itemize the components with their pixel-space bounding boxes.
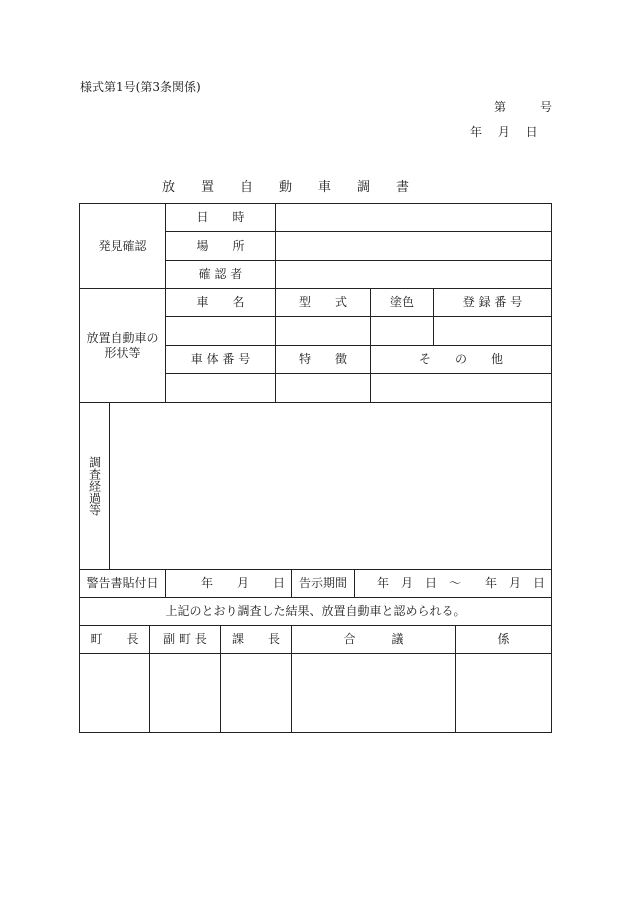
color-label: 塗色 bbox=[389, 295, 414, 309]
deputy-mayor-label: 副 町 長 bbox=[163, 632, 207, 646]
document-title: 放 置 自 動 車 調 書 bbox=[162, 180, 410, 195]
discovery-section-label: 発見確認 bbox=[98, 238, 147, 253]
document-date-line: 年 月 日 bbox=[470, 125, 538, 139]
warning-posted-date: 年 月 日 bbox=[200, 576, 285, 590]
other-label: そ の 他 bbox=[418, 352, 503, 366]
investigation-label: 調査経過等 bbox=[87, 456, 102, 516]
model-label: 型 式 bbox=[298, 295, 347, 309]
doc-no-prefix: 第 bbox=[494, 100, 507, 114]
chassis-number-label: 車 体 番 号 bbox=[190, 352, 251, 366]
council-label: 合 議 bbox=[343, 632, 404, 646]
statement-text: 上記のとおり調査した結果、放置自動車と認められる。 bbox=[165, 604, 466, 618]
features-label: 特 徴 bbox=[298, 352, 347, 366]
car-name-label: 車 名 bbox=[196, 295, 245, 309]
section-chief-label: 課 長 bbox=[231, 632, 280, 646]
notice-period: 年 月 日 ～ 年 月 日 bbox=[376, 576, 545, 590]
doc-no-suffix: 号 bbox=[540, 100, 553, 114]
form-number: 様式第1号(第3条関係) bbox=[80, 80, 201, 94]
vehicle-label-line2: 形状等 bbox=[104, 345, 141, 360]
place-label: 場 所 bbox=[196, 238, 245, 253]
warning-posted-date-label: 警告書貼付日 bbox=[86, 576, 159, 590]
vehicle-section-label bbox=[80, 289, 165, 402]
registration-number-label: 登 録 番 号 bbox=[462, 295, 523, 309]
staff-label: 係 bbox=[497, 632, 510, 646]
mayor-label: 町 長 bbox=[90, 632, 139, 646]
datetime-label: 日 時 bbox=[196, 210, 245, 224]
vehicle-label-line1: 放置自動車の bbox=[86, 330, 159, 345]
notice-period-label: 告示期間 bbox=[298, 576, 347, 590]
confirmer-label: 確 認 者 bbox=[198, 267, 243, 281]
